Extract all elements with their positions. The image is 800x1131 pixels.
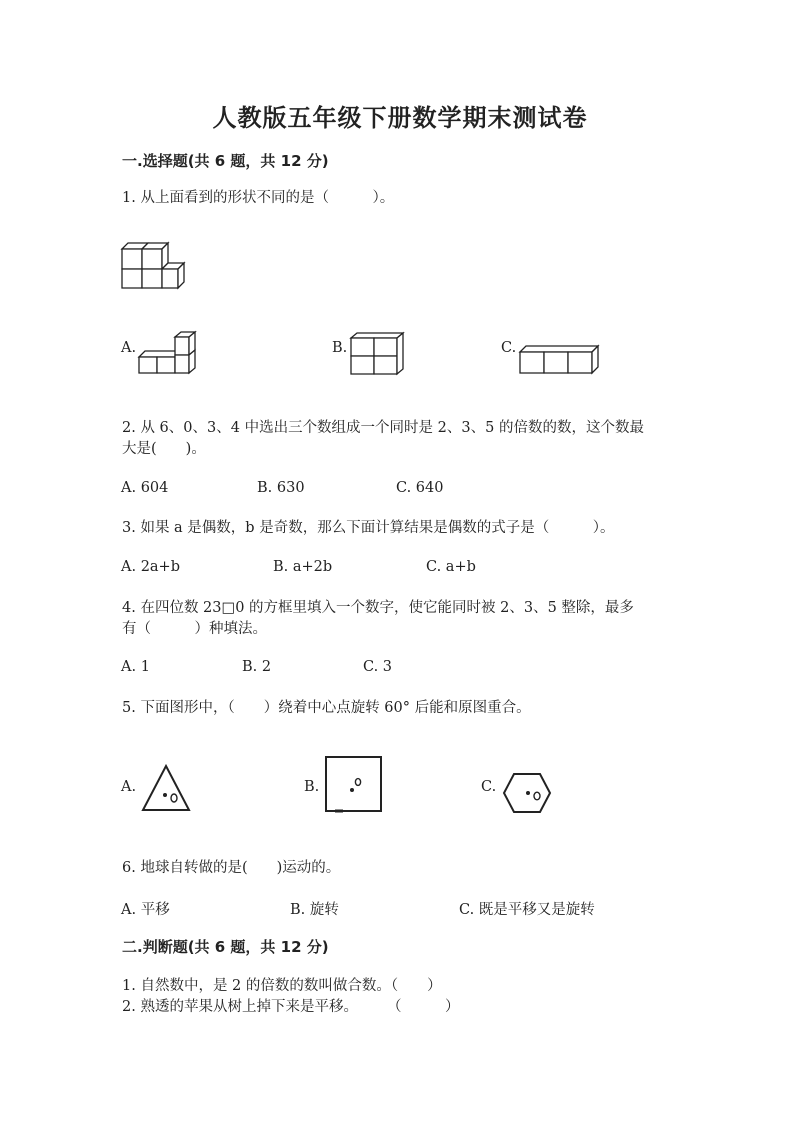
section-heading-judgement: 二.判断题(共 6 题，共 12 分) [122,938,329,956]
question-4-option-b: B. 2 [242,659,272,675]
question-1-option-c-figure [520,346,598,374]
question-5-text: 5. 下面图形中，（ ）绕着中心点旋转 60° 后能和原图重合。 [122,700,531,716]
question-3-option-c: C. a+b [426,559,476,575]
question-2-option-c: C. 640 [396,480,444,496]
question-5-square-figure [325,756,383,814]
section-heading-choice: 一.选择题(共 6 题，共 12 分) [122,152,329,170]
question-2-option-b: B. 630 [257,480,305,496]
question-5-hexagon-figure [502,772,552,814]
question-1-option-b: B. [332,340,348,356]
question-3-option-b: B. a+2b [273,559,333,575]
question-1-option-a-figure [139,333,195,373]
question-2-option-a: A. 604 [121,480,169,496]
question-4-text-line1: 4. 在四位数 23□0 的方框里填入一个数字，使它能同时被 2、3、5 整除，最多 [122,600,634,616]
question-2-text-line2: 大是( )。 [122,441,206,457]
question-2-text-line1: 2. 从 6、0、3、4 中选出三个数组成一个同时是 2、3、5 的倍数的数，这个数最 [122,420,644,436]
question-1-reference-figure [122,243,186,289]
question-6-option-b: B. 旋转 [290,902,339,918]
question-5-option-c: C. [481,779,497,795]
question-1-option-a: A. [121,340,137,356]
question-1-option-b-figure [351,333,403,375]
question-5-option-a: A. [121,779,137,795]
judgement-item-1: 1. 自然数中，是 2 的倍数的数叫做合数。（ ） [122,978,442,994]
question-6-text: 6. 地球自转做的是( )运动的。 [122,860,341,876]
question-1-text: 1. 从上面看到的形状不同的是（ ）。 [122,190,395,206]
question-4-option-a: A. 1 [121,659,150,675]
question-6-option-a: A. 平移 [121,902,170,918]
judgement-item-2: 2. 熟透的苹果从树上掉下来是平移。 （ ） [122,999,460,1015]
page-title: 人教版五年级下册数学期末测试卷 [212,103,588,132]
question-5-option-b: B. [304,779,320,795]
question-4-text-line2: 有（ ）种填法。 [122,621,267,637]
question-3-text: 3. 如果 a 是偶数，b 是奇数，那么下面计算结果是偶数的式子是（ ）。 [122,520,615,536]
question-1-option-c: C. [501,340,517,356]
question-3-option-a: A. 2a+b [121,559,180,575]
question-4-option-c: C. 3 [363,659,393,675]
question-6-option-c: C. 既是平移又是旋转 [459,902,595,918]
question-5-triangle-figure [141,764,191,812]
